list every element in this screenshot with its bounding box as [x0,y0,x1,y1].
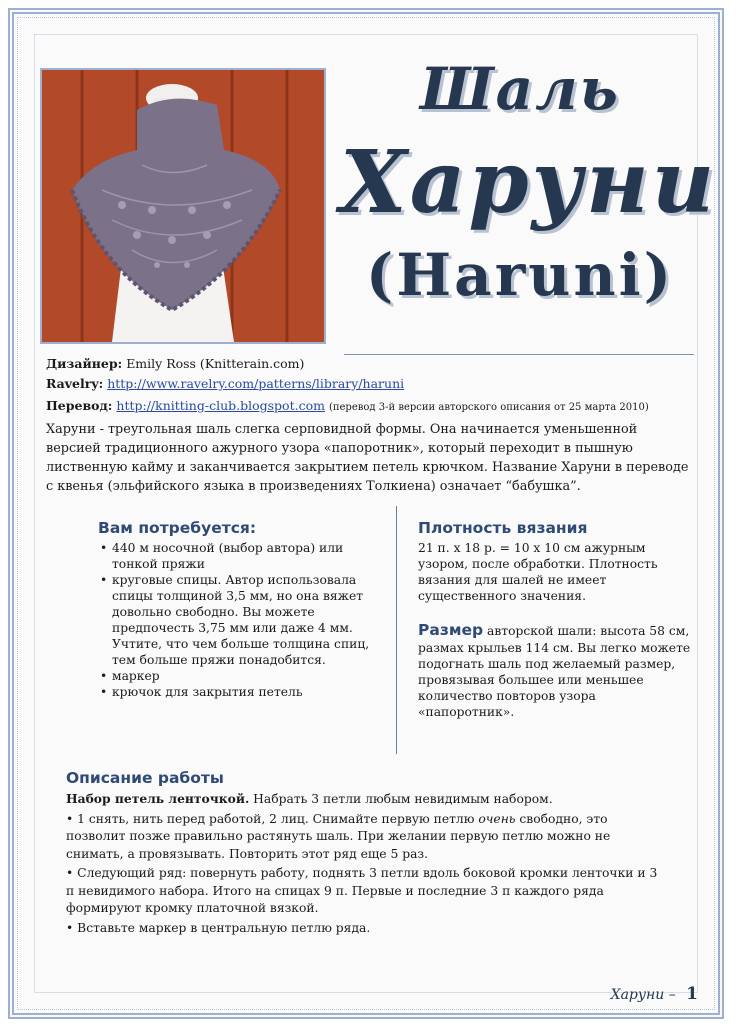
bullet-icon: • [100,669,108,683]
requirements-section [98,518,383,700]
title-line-2: Харуни [340,132,718,233]
title-divider [344,354,694,355]
gauge-heading: Плотность вязания [418,519,588,537]
size-heading: Размер [418,621,484,639]
step-3: • Вставьте маркер в центральную петлю ряда. [66,920,371,935]
cast-on-bold: Набор петель ленточкой. [66,791,250,806]
step-1: • 1 снять, нить перед работой, 2 лиц. Снимайте первую петлю очень свободно, это позволит позже правильно растянуть шаль. При желании первую петлю можно не снимать, а провязывать. Повторить этот ряд еще 5 раз. [66,811,611,861]
gauge-size-section [418,518,693,720]
list-item: • крючок для закрытия петель [100,685,303,699]
shawl-photo-icon [42,70,324,342]
translation-label: Перевод: [46,398,113,413]
work-section [66,768,666,937]
size-text: авторской шали: высота 58 см, размах крыльев 114 см. Вы легко можете подогнать шаль под желаемый размер, провязывая большее или меньшее количество повторов узора «папоротник». [418,624,691,719]
page-number: 1 [686,984,698,1004]
page-footer [611,984,698,1004]
footer-name: Харуни [610,987,665,1003]
translation-line [46,398,696,416]
list-item: • круговые спицы. Автор использовала спицы толщиной 3,5 мм, но она вяжет довольно свободно. Вы можете предпочесть 3,75 мм или даже 4 мм. Учтите, что чем больше толщина спиц, тем больше пряжи понадобится. [100,573,370,667]
bullet-icon: • [100,573,108,587]
footer-separator: – [668,987,676,1003]
work-heading: Описание работы [66,769,224,787]
column-divider [396,506,397,754]
designer-line [46,356,696,372]
designer-value: Emily Ross (Knitterain.com) [126,356,305,371]
title-line-1: Шаль [420,55,620,123]
cast-on-text: Набрать 3 петли любым невидимым набором. [253,792,553,806]
gauge-text: 21 п. х 18 р. = 10 х 10 см ажурным узором, после обработки. Плотность вязания для шалей не имеет существенного значения. [418,541,658,603]
step-2: • Следующий ряд: повернуть работу, поднять 3 петли вдоль боковой кромки ленточки и 3 п невидимого набора. Итого на спицах 9 п. Первые и последние 3 п каждого ряда формируют кромку платочной вязкой. [66,866,658,915]
translation-link[interactable]: http://knitting-club.blogspot.com [116,398,325,413]
requirements-list [98,540,383,700]
bullet-icon: • [100,685,108,699]
shawl-photo [40,68,326,344]
requirements-heading: Вам потребуется: [98,519,257,537]
designer-label: Дизайнер: [46,356,123,371]
title-block [340,50,718,312]
title-line-3: (Haruni) [365,241,675,309]
list-item: • маркер [100,669,160,683]
list-item: • 440 м носочной (выбор автора) или тонкой пряжи [100,541,344,571]
bullet-icon: • [100,541,108,555]
intro-paragraph: Харуни - треугольная шаль слегка серповидной формы. Она начинается уменьшенной версией традиционного ажурного узора «папоротник», который переходит в пышную лиственную кайму и заканчивается закрытием петель крючком. Название Харуни в переводе с квенья (эльфийского языка в произведениях Толкиена) означает “бабушка”. [46,422,689,494]
size-paragraph [418,620,693,720]
cast-on-line [66,790,666,809]
translation-note: (перевод 3-й версии авторского описания от 25 марта 2010) [328,402,649,413]
ravelry-label: Ravelry: [46,376,104,391]
step-1-emphasis: очень [478,811,516,826]
ravelry-link[interactable]: http://www.ravelry.com/patterns/library/haruni [107,376,405,391]
ravelry-line [46,376,696,392]
